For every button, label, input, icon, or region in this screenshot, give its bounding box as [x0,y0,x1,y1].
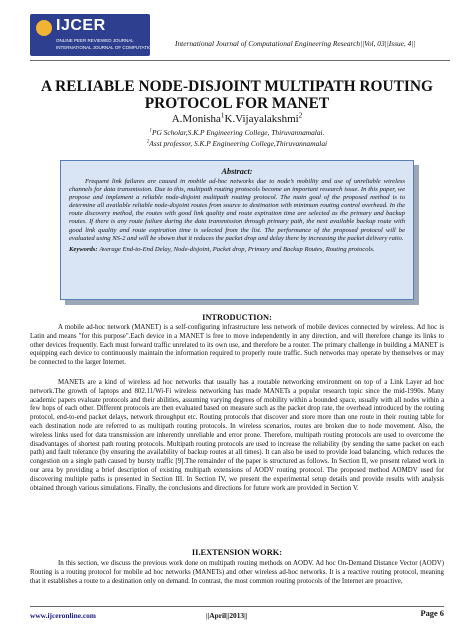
keywords [69,246,405,254]
keywords-label: Keywords: [69,245,98,253]
keywords-text: Average End-to-End Delay, Node-disjoint, Packet drop, Primary and Backup Routes, Routing protocols. [99,245,375,253]
affiliation-2-mark: 2 [146,139,150,145]
abstract-text: Frequent link failures are caused in mobile ad-hoc networks due to node’s mobility and use of unreliable wireless channels for data transmission. Due to this, multipath routing protocols become an important research issue. In this paper, we propose and implement a reliable node-disjoint multipath routing protocol. The main goal of the proposed method is to determine all available reliable node-disjoint routes from source to destination with minimum routing control overhead. In the route discovery method, the routes with good link quality and route expiration time are selected as the primary and backup routes. If there is any route failure during the data transmission through primary path, the next available backup route with good link quality and route expiration time is selected from the list. The performance of the proposed protocol will be evaluated using NS-2 and will be shown that it reduces the packet drop and delay there by increasing the packet delivery ratio. [69,178,405,242]
affiliation-1 [30,128,444,137]
journal-logo [30,14,220,56]
introduction-paragraph-1: A mobile ad-hoc network (MANET) is a self-configuring infrastructure less network of mobile devices connected by wireless. Ad hoc is Latin and means "for this purpose".Each device in a MANET is free to move independently in any direction, and will therefore change its links to other devices frequently. Each must forward traffic unrelated to its own use, and therefore be a router. The primary challenge in building a MANET is equipping each device to continuously maintain the information required to properly route traffic. Such networks may operate by themselves or may be connected to the larger Internet. [30,324,444,367]
footer-url-link[interactable]: www.ijceronline.com [30,611,96,620]
extension-heading: II.EXTENSION WORK: [191,548,283,557]
author-1-mark: 1 [220,111,225,120]
footer-date: ||April||2013|| [206,611,248,620]
author-2-mark: 2 [298,111,303,120]
author-1: A.Monisha [171,113,221,125]
page-header [30,14,450,61]
abstract-heading: Abstract: [221,167,253,176]
author-line [30,113,444,125]
logo-tagline: ONLINE PEER REVIEWED JOURNAL [56,38,134,43]
extension-paragraph-1: In this section, we discuss the previous work done on multipath routing methods on AODV. Ad hoc On-Demand Distance Vector (AODV) Routing is a routing protocol for mobile ad hoc networks (MANETs) and other wireless ad-hoc networks. It is a reactive routing protocol, meaning that it establishes a route to a destination only on demand. In contrast, the most common routing protocols of the Internet are proactive, [30,560,444,585]
logo-name: IJCER [56,17,106,34]
affiliation-2-text: Asst professor, S.K.P Engineering College,Thiruvannamalai [149,139,328,148]
paper-title: A RELIABLE NODE-DISJOINT MULTIPATH ROUTING PROTOCOL FOR MANET [41,78,433,112]
journal-citation: International Journal of Computational Engineering Research||Vol, 03||Issue, 4|| [175,39,416,48]
logo-emblem-icon [36,20,52,36]
affiliation-1-text: PG Scholar,S.K.P Engineering College, Thiruvannamalai. [151,128,325,137]
page-footer [30,606,444,621]
footer-page-number: Page 6 [420,609,444,618]
affiliation-1-mark: 1 [149,128,152,134]
affiliation-2 [30,139,444,148]
abstract-box [60,160,414,300]
introduction-heading: INTRODUCTION: [202,313,272,322]
author-2: K.Vijayalakshmi [224,113,299,125]
introduction-paragraph-2: MANETs are a kind of wireless ad hoc networks that usually has a routable networking environment on top of a Link Layer ad hoc network.The growth of laptops and 802.11/Wi-Fi wireless networking has made MANETs a popular research topic since the mid-1990s. Many academic papers evaluate protocols and their abilities, assuming varying degrees of mobility within a bounded space, usually with all nodes within a few hops of each other. Different protocols are then evaluated based on measure such as the packet drop rate, the overhead introduced by the routing protocol, end-to-end packet delays, network throughput etc. Routing protocols that discover and store more than one route in their routing table for each destination node are referred to as multipath routing protocols. In wireless scenarios, routes are broken due to node movement. Also, the wireless links used for data transmission are inherently unreliable and error prone. Therefore, multipath routing protocols are used to overcome the disadvantages of shortest path routing protocols. Multipath routing protocols are used to increase the reliability (by sending the same packet on each path) and fault tolerance (by ensuring the availability of backup routes at all times). It can also be used to provide load balancing, which reduces the congestion on a single path caused by bursty traffic [9].The remainder of the paper is structured as follows. In Section II, we present related work in our area by providing a brief description of existing multipath extensions of AODV routing protocol. The proposed method AOMDV used for discovering multiple paths is presented in Section III. In Section IV, we present the experimental setup details and provide results with analysis obtained through various simulations. Finally, the conclusions and directions for future work are provided in Section V. [30,379,444,492]
logo-subtitle: INTERNATIONAL JOURNAL OF COMPUTATIONAL ENGINEERING RESEARCH [56,45,220,50]
